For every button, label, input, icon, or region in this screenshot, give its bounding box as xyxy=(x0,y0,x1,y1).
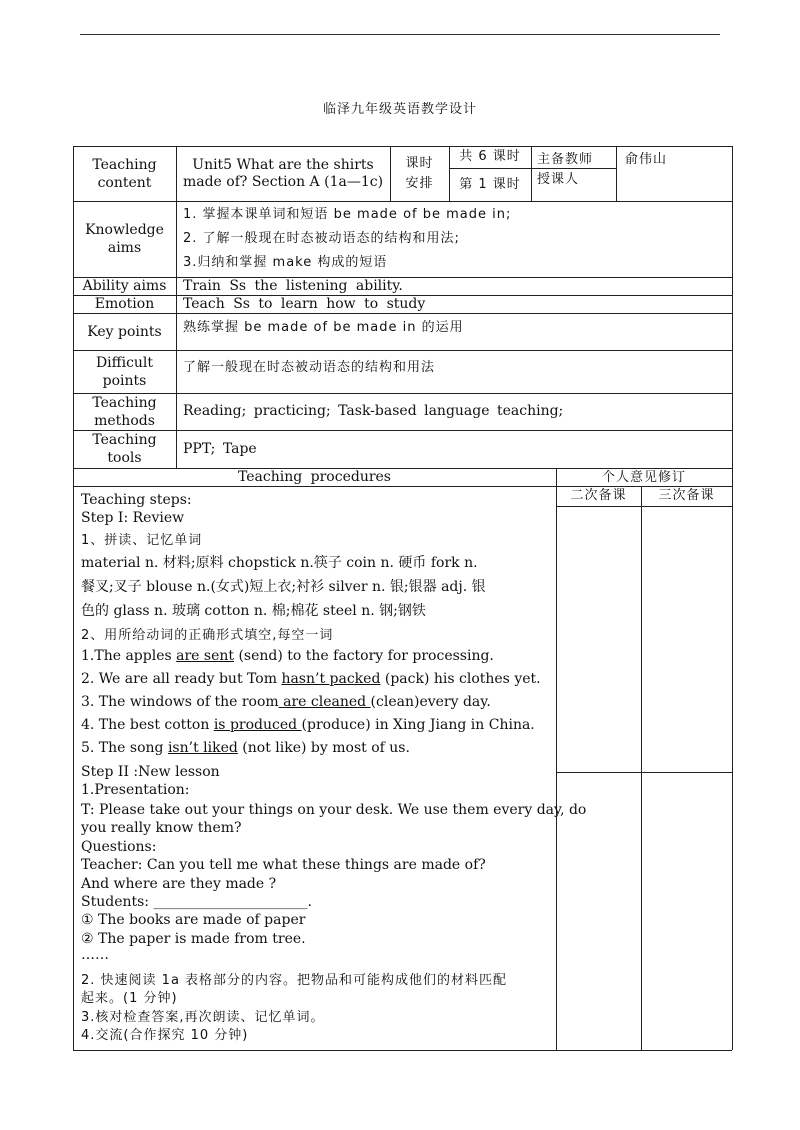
teaching-content-label: Teaching content xyxy=(92,156,157,191)
knowledge-aims-label: Knowledge aims xyxy=(85,222,164,256)
difficult-points-label: Difficult points xyxy=(95,354,154,389)
task-two: 2、用所给动词的正确形式填空,每空一词 xyxy=(81,628,334,643)
teacher-line: you really know them? xyxy=(81,820,242,836)
emotion-text: Teach Ss to learn how to study xyxy=(183,295,426,312)
ability-aims-label: Ability aims xyxy=(82,278,167,294)
exercise-text: (produce) in Xing Jiang in China. xyxy=(301,717,535,733)
teaching-tools-text: PPT; Tape xyxy=(183,440,257,457)
unit-title: Unit5 What are the shirts made of? Section A (1a—1c) xyxy=(182,156,384,190)
key-points-text: 熟练掌握 be made of be made in 的运用 xyxy=(183,320,464,335)
schedule-label: 课时安排 xyxy=(405,155,434,191)
answer-item: ② The paper is made from tree. xyxy=(81,931,306,947)
vocab-line: 色的 glass n. 玻璃 cotton n. 棉;棉花 steel n. 钢;钢铁 xyxy=(81,603,426,619)
presentation-label: 1.Presentation: xyxy=(81,782,190,798)
exercise-answer: hasn’t packed xyxy=(281,671,381,687)
lead-teacher-name: 俞伟山 xyxy=(625,152,668,167)
total-periods: 共 6 课时 xyxy=(459,149,521,164)
exercise-text: (clean)every day. xyxy=(370,694,491,710)
current-period: 第 1 课时 xyxy=(459,176,521,192)
teaching-procedures-header: Teaching procedures xyxy=(238,469,391,485)
exercise-item xyxy=(81,717,535,733)
exercise-answer: are sent xyxy=(176,648,235,664)
exercise-text: 2. We are all ready but Tom xyxy=(81,671,282,687)
lesson-plan-table xyxy=(73,146,732,1050)
revision-header: 个人意见修订 xyxy=(601,470,686,485)
teaching-methods-label: Teaching methods xyxy=(92,394,157,429)
exercise-item xyxy=(81,671,541,687)
exercise-text: 1.The apples xyxy=(81,648,177,664)
header-rule xyxy=(80,34,720,35)
exercise-text: (pack) his clothes yet. xyxy=(380,671,541,687)
emotion-label: Emotion xyxy=(94,296,155,312)
exercise-text: 5. The song xyxy=(81,740,168,756)
answer-item: ① The books are made of paper xyxy=(81,912,306,928)
exercise-answer: are cleaned xyxy=(278,694,371,710)
exchange-task: 4.交流(合作探究 10 分钟) xyxy=(81,1028,249,1043)
exercise-text: 4. The best cotton xyxy=(81,717,214,733)
exercise-answer: isn’t liked xyxy=(167,740,238,756)
task-one: 1、拼读、记忆单词 xyxy=(81,533,203,548)
page-title: 临泽九年级英语教学设计 xyxy=(322,102,477,117)
reading-task: 起来。(1 分钟) xyxy=(81,991,178,1006)
teacher-question: Teacher: Can you tell me what these things are made of? xyxy=(81,857,486,873)
vocab-line: 餐叉;叉子 blouse n.(女式)短上衣;衬衫 silver n. 银;银器 adj. 银 xyxy=(81,579,486,595)
step-one-heading: Step I: Review xyxy=(81,510,185,526)
students-blank: ______________________. xyxy=(153,894,312,910)
exercise-text: 3. The windows of the room xyxy=(81,694,279,710)
step-two-heading: Step II :New lesson xyxy=(81,764,220,780)
key-points-label: Key points xyxy=(87,323,162,340)
knowledge-item: 3.归纳和掌握 make 构成的短语 xyxy=(183,255,388,270)
ellipsis: …… xyxy=(81,947,109,963)
steps-heading: Teaching steps: xyxy=(81,492,192,508)
exercise-text: (not like) by most of us. xyxy=(237,740,410,756)
knowledge-item: 2. 了解一般现在时态被动语态的结构和用法; xyxy=(183,231,460,246)
students-line xyxy=(81,894,312,910)
difficult-points-text: 了解一般现在时态被动语态的结构和用法 xyxy=(183,360,436,375)
teaching-methods-text: Reading; practicing; Task-based language teaching; xyxy=(183,403,564,419)
exercise-item xyxy=(81,648,494,664)
exercise-item xyxy=(81,694,491,710)
teaching-tools-label: Teaching tools xyxy=(92,432,157,466)
knowledge-item: 1. 掌握本课单词和短语 be made of be made in; xyxy=(183,207,512,222)
lead-teacher-label: 主备教师 xyxy=(537,152,594,167)
third-review-header: 三次备课 xyxy=(658,488,715,503)
instructor-label: 授课人 xyxy=(537,172,580,187)
exercise-answer: is produced xyxy=(213,717,302,733)
questions-label: Questions: xyxy=(81,839,157,855)
teacher-line: T: Please take out your things on your desk. We use them every day, do xyxy=(81,802,587,818)
check-task: 3.核对检查答案,再次朗读、记忆单词。 xyxy=(81,1010,325,1025)
second-review-header: 二次备课 xyxy=(570,488,627,503)
exercise-item xyxy=(81,740,410,756)
where-question: And where are they made ? xyxy=(81,876,277,892)
ability-aims-text: Train Ss the listening ability. xyxy=(183,277,403,294)
exercise-text: (send) to the factory for processing. xyxy=(234,648,494,664)
students-label: Students: xyxy=(81,894,154,910)
reading-task: 2. 快速阅读 1a 表格部分的内容。把物品和可能构成他们的材料匹配 xyxy=(81,973,508,988)
vocab-line: material n. 材料;原料 chopstick n.筷子 coin n. 硬币 fork n. xyxy=(81,555,478,571)
